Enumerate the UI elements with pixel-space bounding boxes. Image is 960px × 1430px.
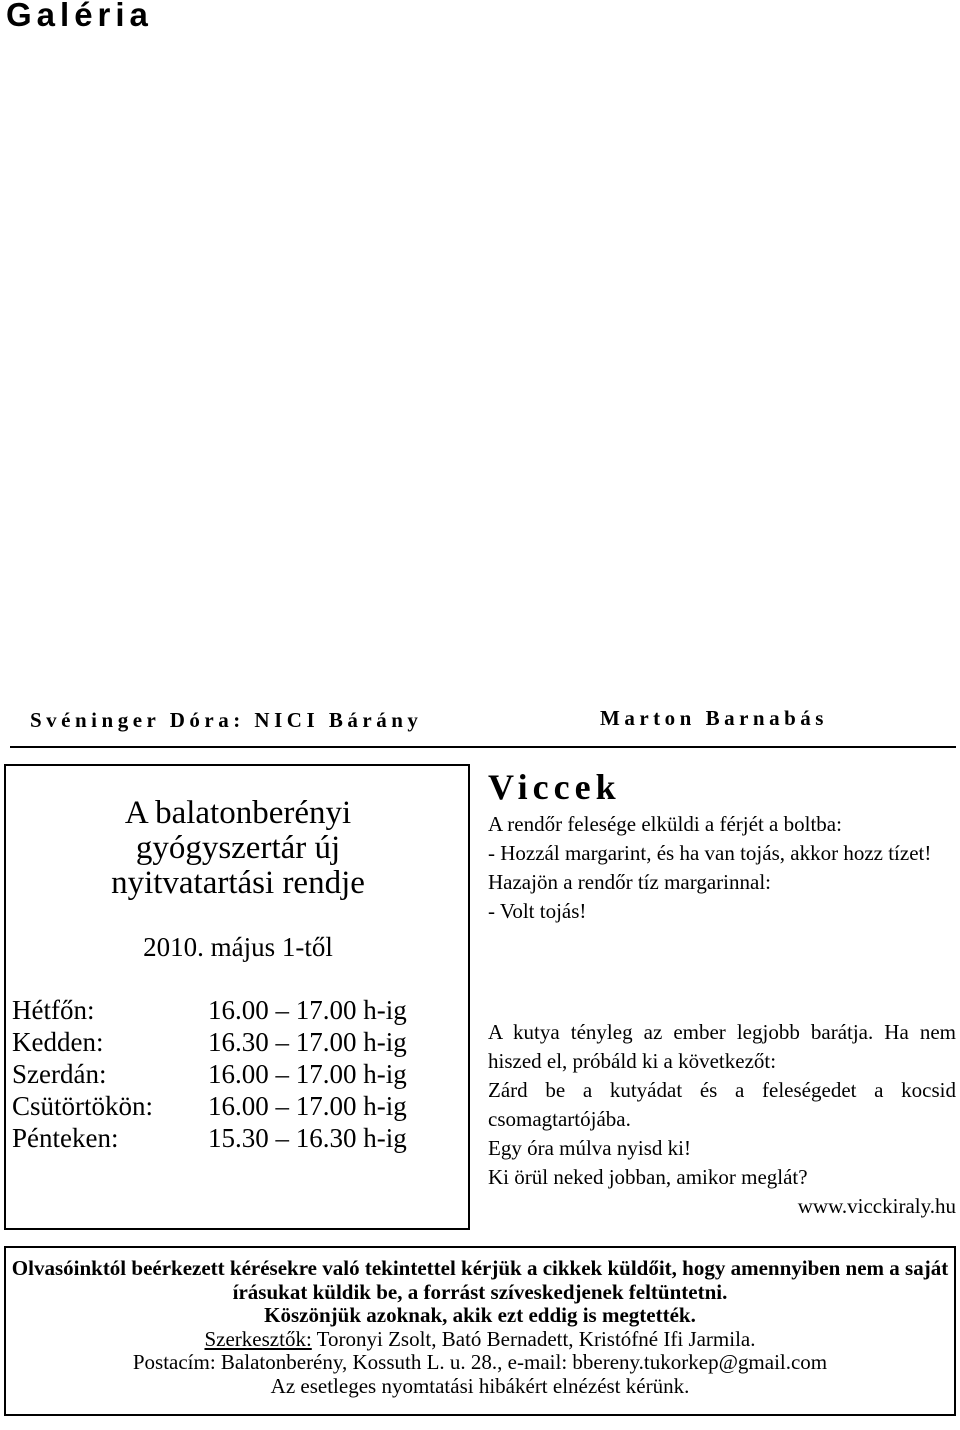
notice-address: Postacím: Balatonberény, Kossuth L. u. 28., e-mail: bbereny.tukorkep@gmail.com [132,1350,828,1374]
hours-day: Szerdán: [12,1059,107,1089]
photo-caption-right: Marton Barnabás [600,706,828,730]
pharmacy-heading-line: nyitvatartási rendje [111,865,365,901]
pharmacy-heading [0,796,476,901]
editors-names: Toronyi Zsolt, Bató Bernadett, Kristófné Ifi Jarmila. [311,1326,756,1351]
pharmacy-heading-line: A balatonberényi [124,795,352,831]
hours-time: 16.30 – 17.00 h-ig [208,1027,407,1057]
hours-time: 15.30 – 16.30 h-ig [208,1123,407,1153]
hours-row [12,1122,407,1154]
editorial-notice-box [4,1246,956,1416]
joke-line: A rendőr felesége elküldi a férjét a boltba: [488,812,842,836]
joke-line: Egy óra múlva nyisd ki! [488,1136,691,1160]
pharmacy-valid-from: 2010. május 1-től [143,932,333,962]
joke-line: - Volt tojás! [488,899,587,923]
notice-thanks: Köszönjük azoknak, akik ezt eddig is megtették. [264,1303,696,1327]
hours-row [12,1090,407,1122]
joke-line: Hazajön a rendőr tíz margarinnal: [488,870,771,894]
hours-day: Hétfőn: [12,995,95,1025]
hours-row [12,1026,407,1058]
notice-editors [6,1328,954,1352]
editors-label: Szerkesztők: [204,1326,312,1351]
joke-line: Ki örül neked jobban, amikor meglát? [488,1165,808,1189]
hours-day: Csütörtökön: [12,1091,154,1121]
opening-hours-table [12,994,407,1154]
hours-time: 16.00 – 17.00 h-ig [208,1059,407,1089]
hours-row [12,1058,407,1090]
photo-caption-left: Svéninger Dóra: NICI Bárány [30,708,423,732]
joke-line: Zárd be a kutyádat és a feleségedet a kocsid csomagtartójába. [488,1078,956,1131]
joke-source-link[interactable]: www.vicckiraly.hu [797,1194,956,1218]
hours-time: 16.00 – 17.00 h-ig [208,1091,407,1121]
notice-apology: Az esetleges nyomtatási hibákért elnézést kérünk. [270,1373,690,1398]
notice-request: Olvasóinktól beérkezett kérésekre való tekintettel kérjük a cikkek küldőit, hogy amennyiben nem a saját írásukat küldik be, a forrást szíveskedjenek feltüntetni. [11,1256,949,1304]
hours-day: Pénteken: [12,1123,119,1153]
page-title: Galéria [6,0,153,33]
joke-2 [488,1018,956,1221]
hours-row [12,994,407,1026]
pharmacy-heading-line: gyógyszertár új [135,830,341,866]
joke-1 [488,810,956,926]
joke-line: - Hozzál margarint, és ha van tojás, akkor hozz tízet! [488,841,932,865]
divider-line [10,746,956,748]
jokes-title: Viccek [488,767,621,807]
joke-line: A kutya tényleg az ember legjobb barátja. Ha nem hiszed el, próbáld ki a következőt: [488,1020,956,1073]
hours-time: 16.00 – 17.00 h-ig [208,995,407,1025]
hours-day: Kedden: [12,1027,104,1057]
